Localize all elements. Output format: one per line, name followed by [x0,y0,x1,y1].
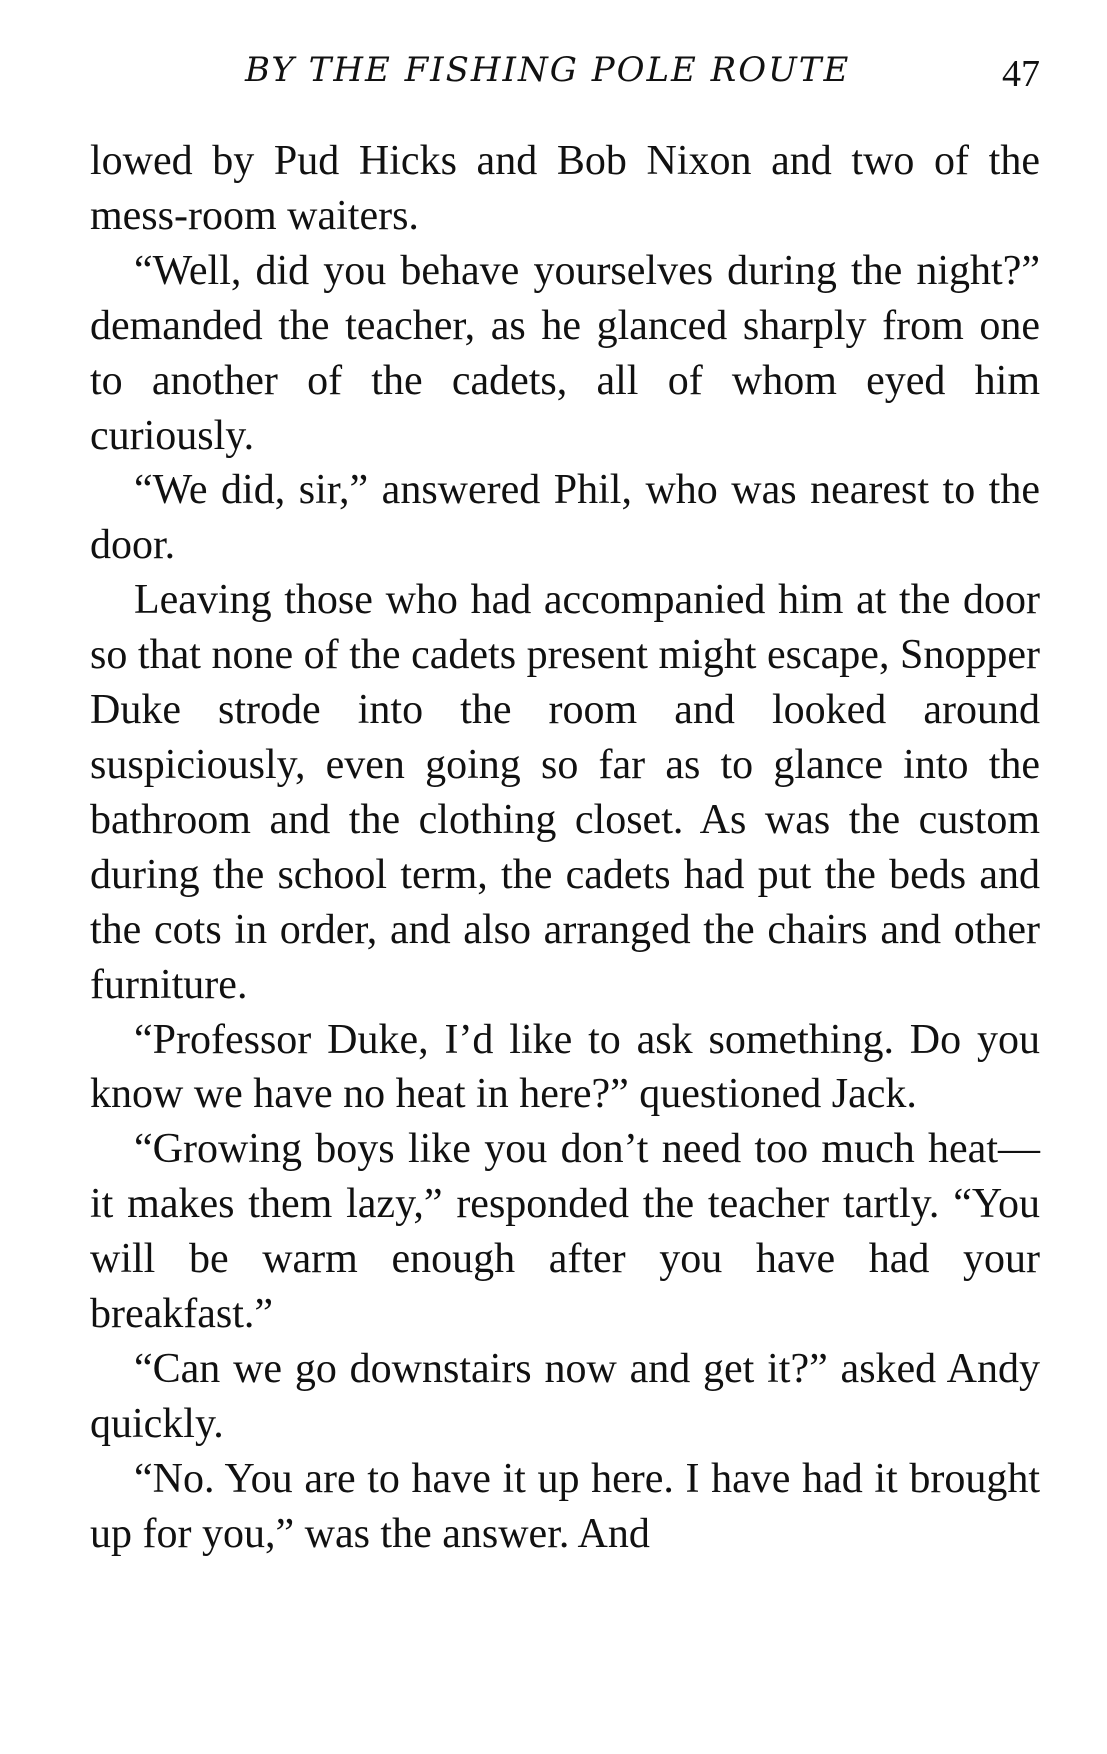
paragraph-1: lowed by Pud Hicks and Bob Nixon and two of the mess-room waiters. [90,138,1040,239]
page-number: 47 [1002,53,1040,95]
paragraph-7: “Can we go downstairs now and get it?” asked Andy quickly. [90,1345,1040,1447]
paragraph-6: “Growing boys like you don’t need too much heat—it makes them lazy,” responded the teacher tartly. “You will be warm enough after you have had your breakfast.” [90,1126,1040,1338]
paragraph-4: Leaving those who had accompanied him at the door so that none of the cadets present might escape, Snopper Duke strode into the room and looked around suspiciously, even going so far as to glance into the bathroom and the clothing closet. As was the custom during the school term, the cadets had put the beds and the cots in order, and also arranged the chairs and other furniture. [90,577,1040,1008]
body-text [90,134,1040,1562]
running-head [90,48,1040,98]
paragraph-2: “Well, did you behave yourselves during the night?” demanded the teacher, as he glanced sharply from one to another of the cadets, all of whom eyed him curiously. [90,247,1040,459]
running-title: BY THE FISHING POLE ROUTE [245,50,851,90]
paragraph-8: “No. You are to have it up here. I have had it brought up for you,” was the answer. And [90,1455,1040,1557]
paragraph-5: “Professor Duke, I’d like to ask something. Do you know we have no heat in here?” questioned Jack. [90,1016,1040,1118]
paragraph-3: “We did, sir,” answered Phil, who was nearest to the door. [90,467,1040,569]
